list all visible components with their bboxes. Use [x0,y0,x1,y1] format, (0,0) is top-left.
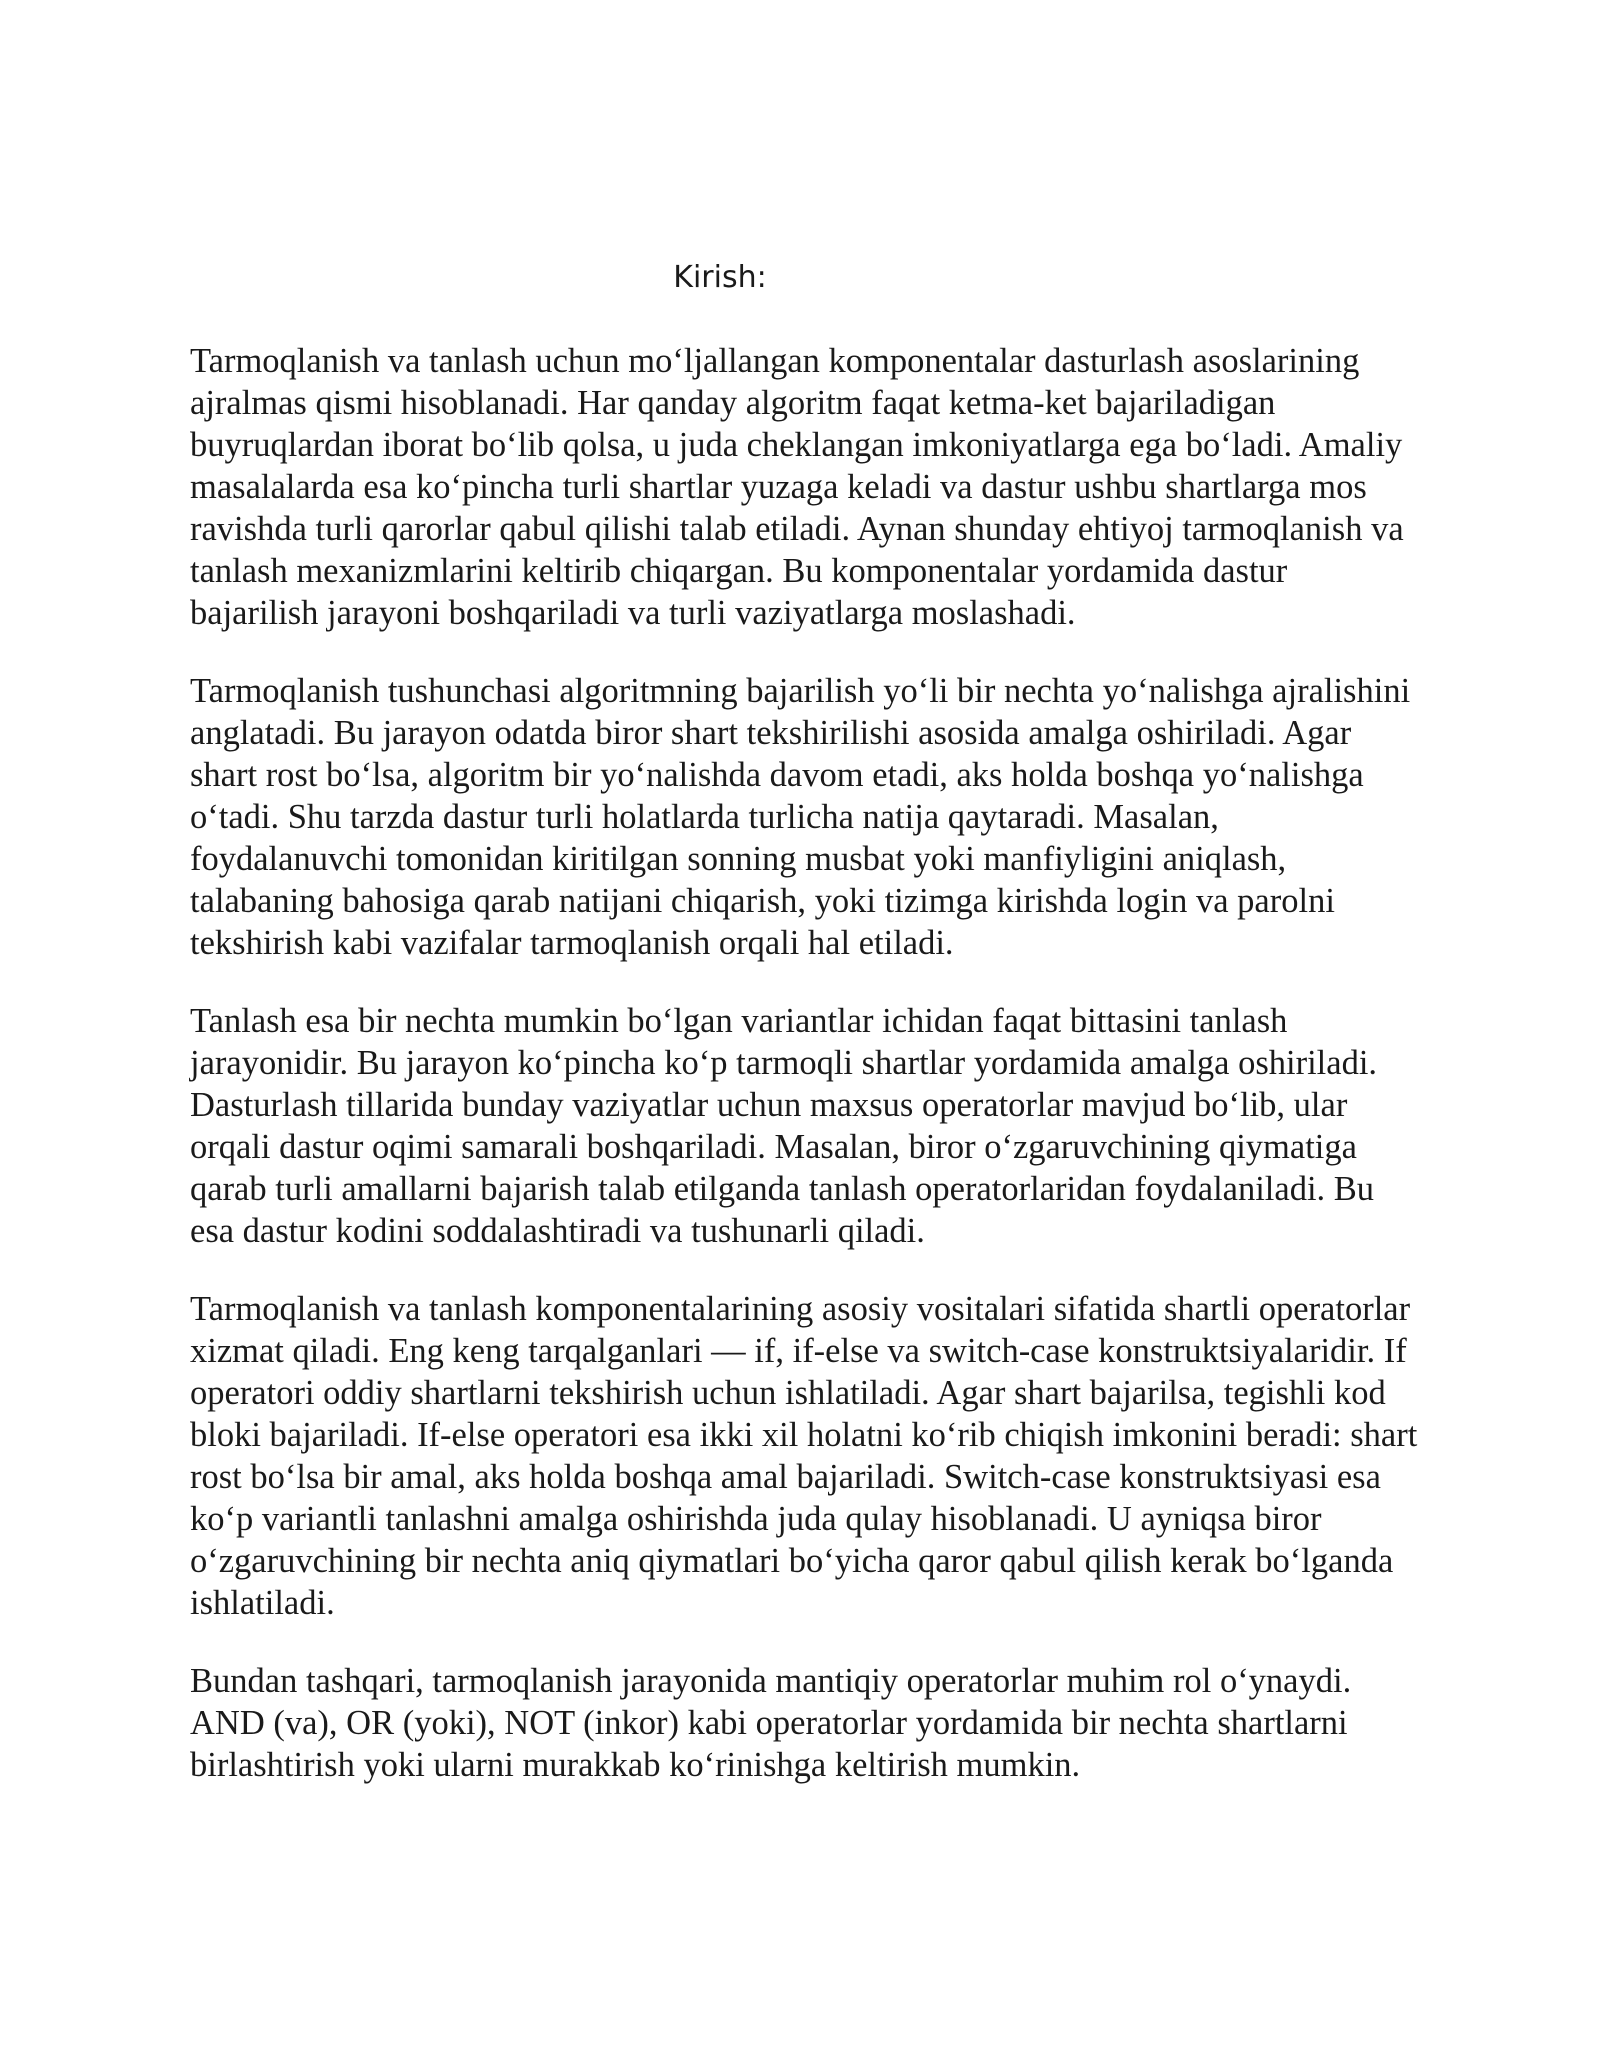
paragraph-5: Bundan tashqari, tarmoqlanish jarayonida mantiqiy operatorlar muhim rol o‘ynaydi. AND (va), OR (yoki), NOT (inkor) kabi operatorlar yordamida bir nechta shartlarni birlashtirish yoki ularni murakkab ko‘rinishga keltirish mumkin. [190,1662,1352,1784]
paragraph-2: Tarmoqlanish tushunchasi algoritmning bajarilish yo‘li bir nechta yo‘nalishga ajralishini anglatadi. Bu jarayon odatda biror shart tekshirilishi asosida amalga oshiriladi. Agar shart rost bo‘lsa, algoritm bir yo‘nalishda davom etadi, aks holda boshqa yo‘nalishga o‘tadi. Shu tarzda dastur turli holatlarda turlicha natija qaytaradi. Masalan, foydalanuvchi tomonidan kiritilgan sonning musbat yoki manfiyligini aniqlash, talabaning bahosiga qarab natijani chiqarish, yoki tizimga kirishda login va parolni tekshirish kabi vazifalar tarmoqlanish orqali hal etiladi. [190,672,1411,962]
paragraph-3: Tanlash esa bir nechta mumkin bo‘lgan variantlar ichidan faqat bittasini tanlash jarayonidir. Bu jarayon ko‘pincha ko‘p tarmoqli shartlar yordamida amalga oshiriladi. Dasturlash tillarida bunday vaziyatlar uchun maxsus operatorlar mavjud bo‘lib, ular orqali dastur oqimi samarali boshqariladi. Masalan, biror o‘zgaruvchining qiymatiga qarab turli amallarni bajarish talab etilganda tanlash operatorlaridan foydalaniladi. Bu esa dastur kodini soddalashtiradi va tushunarli qiladi. [190,1002,1378,1250]
document-body [190,340,1420,1822]
paragraph-4: Tarmoqlanish va tanlash komponentalarining asosiy vositalari sifatida shartli operatorlar xizmat qiladi. Eng keng tarqalganlari — if, if-else va switch-case konstruktsiyalaridir. If operatori oddiy shartlarni tekshirish uchun ishlatiladi. Agar shart bajarilsa, tegishli kod bloki bajariladi. If-else operatori esa ikki xil holatni ko‘rib chiqish imkonini beradi: shart rost bo‘lsa bir amal, aks holda boshqa amal bajariladi. Switch-case konstruktsiyasi esa ko‘p variantli tanlashni amalga oshirishda juda qulay hisoblanadi. U ayniqsa biror o‘zgaruvchining bir nechta aniq qiymatlari bo‘yicha qaror qabul qilish kerak bo‘lganda ishlatiladi. [190,1290,1418,1622]
paragraph-1: Tarmoqlanish va tanlash uchun mo‘ljallangan komponentalar dasturlash asoslarining ajralmas qismi hisoblanadi. Har qanday algoritm faqat ketma-ket bajariladigan buyruqlardan iborat bo‘lib qolsa, u juda cheklangan imkoniyatlarga ega bo‘ladi. Amaliy masalalarda esa ko‘pincha turli shartlar yuzaga keladi va dastur ushbu shartlarga mos ravishda turli qarorlar qabul qilishi talab etiladi. Aynan shunday ehtiyoj tarmoqlanish va tanlash mexanizmlarini keltirib chiqargan. Bu komponentalar yordamida dastur bajarilish jarayoni boshqariladi va turli vaziyatlarga moslashadi. [190,342,1404,632]
page-title: Kirish: [673,260,767,295]
